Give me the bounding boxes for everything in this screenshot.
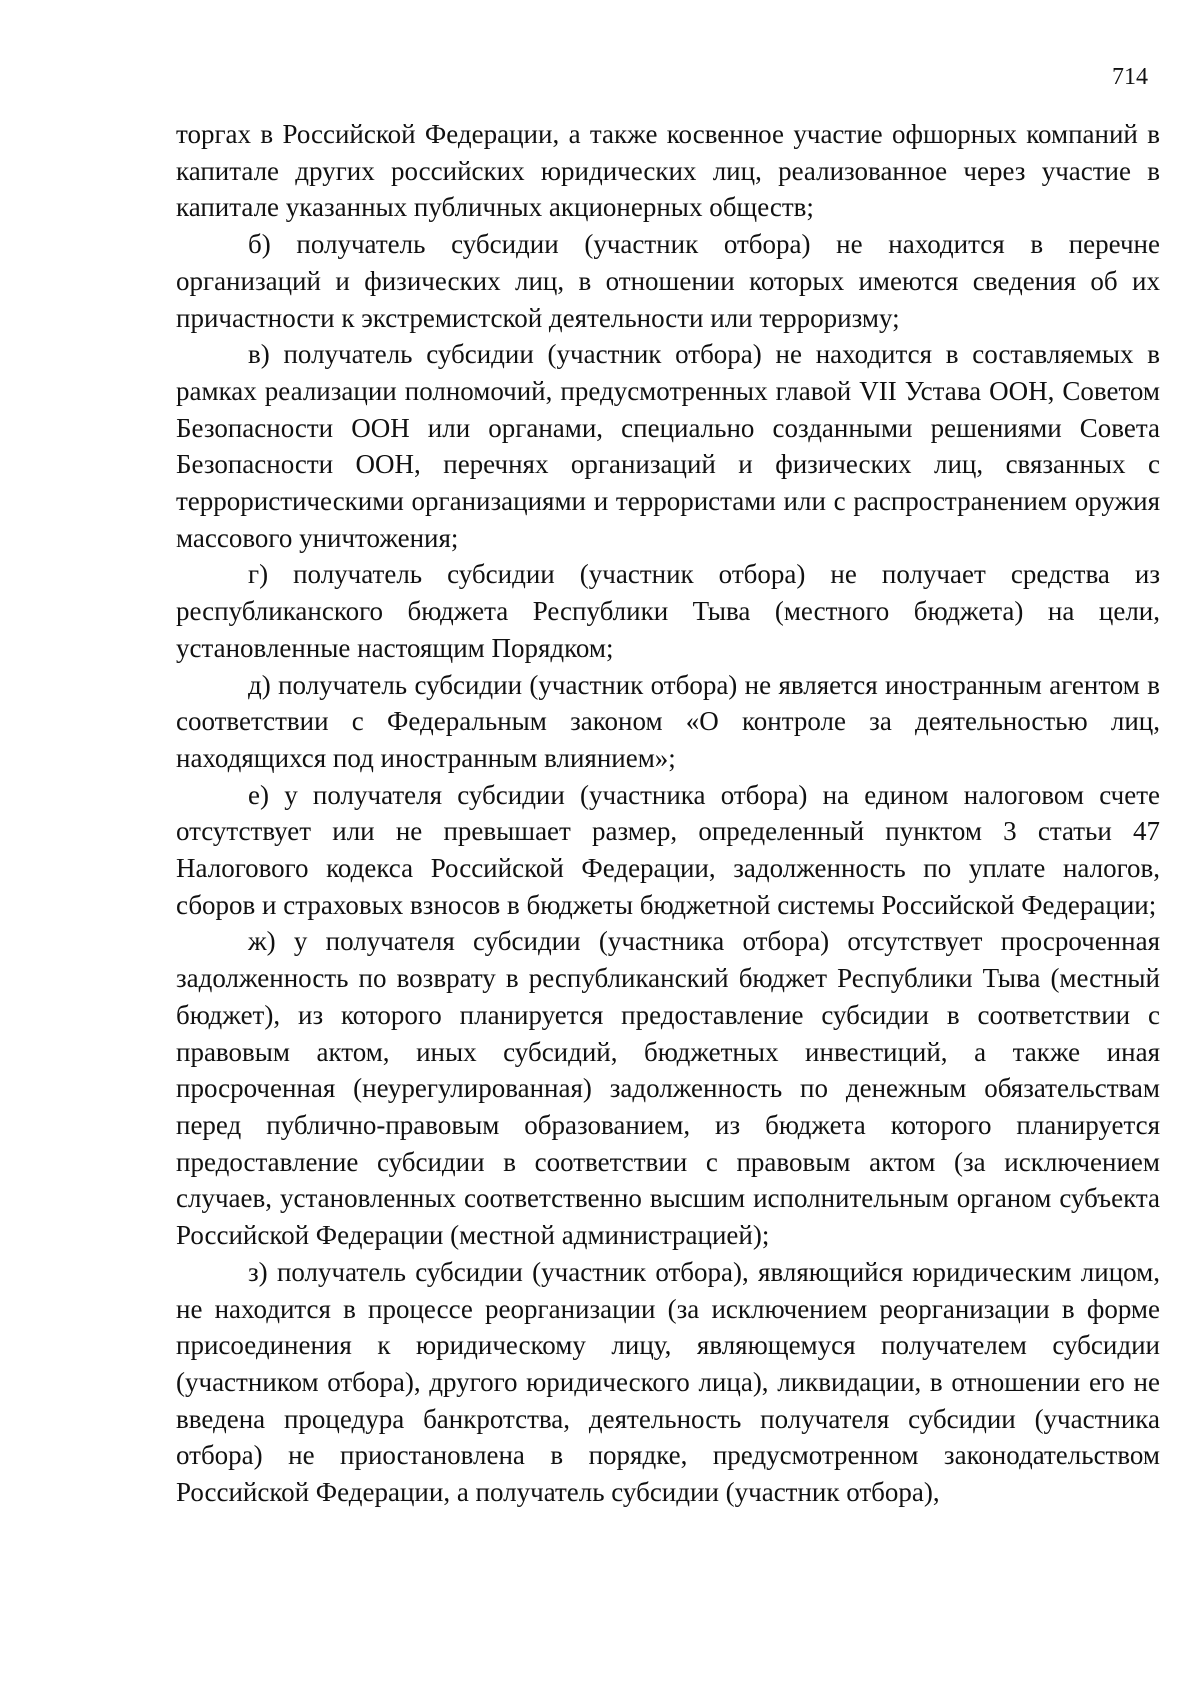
paragraph-item-g: г) получатель субсидии (участник отбора) не получает средства из республиканского бюджета Республики Тыва (местного бюджета) на цели, установленные настоящим Порядком; [176, 559, 1160, 663]
paragraph-continuation: торгах в Российской Федерации, а также косвенное участие офшорных компаний в капитале других российских юридических лиц, реализованное через участие в капитале указанных публичных акционерных обществ; [176, 119, 1160, 223]
paragraph-item-d: д) получатель субсидии (участник отбора) не является иностранным агентом в соответствии с Федеральным законом «О контроле за деятельностью лиц, находящихся под иностранным влиянием»; [176, 669, 1160, 773]
paragraph-item-e: е) у получателя субсидии (участника отбора) на едином налоговом счете отсутствует или не превышает размер, определенный пунктом 3 статьи 47 Налогового кодекса Российской Федерации, задолженность по уплате налогов, сборов и страховых взносов в бюджеты бюджетной системы Российской Федерации; [176, 779, 1160, 920]
paragraph-item-z: з) получатель субсидии (участник отбора), являющийся юридическим лицом, не находится в процессе реорганизации (за исключением реорганизации в форме присоединения к юридическому лицу, являющемуся получателем субсидии (участником отбора), другого юридического лица), ликвидации, в отношении его не введена процедура банкротства, деятельность получателя субсидии (участника отбора) не приостановлена в порядке, предусмотренном законодательством Российской Федерации, а получатель субсидии (участник отбора), [176, 1256, 1160, 1508]
page-number: 714 [1112, 64, 1148, 90]
paragraph-item-b: б) получатель субсидии (участник отбора) не находится в перечне организаций и физических лиц, в отношении которых имеются сведения об их причастности к экстремистской деятельности или терроризму; [176, 229, 1160, 333]
document-body [176, 116, 1160, 1511]
paragraph-item-v: в) получатель субсидии (участник отбора) не находится в составляемых в рамках реализации полномочий, предусмотренных главой VII Устава ООН, Советом Безопасности ООН или органами, специально созданными решениями Совета Безопасности ООН, перечнях организаций и физических лиц, связанных с террористическими организациями и террористами или с распространением оружия массового уничтожения; [176, 339, 1160, 553]
paragraph-item-zh: ж) у получателя субсидии (участника отбора) отсутствует просроченная задолженность по возврату в республиканский бюджет Республики Тыва (местный бюджет), из которого планируется предоставление субсидии в соответствии с правовым актом, иных субсидий, бюджетных инвестиций, а также иная просроченная (неурегулированная) задолженность по денежным обязательствам перед публично-правовым образованием, из бюджета которого планируется предоставление субсидии в соответствии с правовым актом (за исключением случаев, установленных соответственно высшим исполнительным органом субъекта Российской Федерации (местной администрацией); [176, 926, 1160, 1251]
